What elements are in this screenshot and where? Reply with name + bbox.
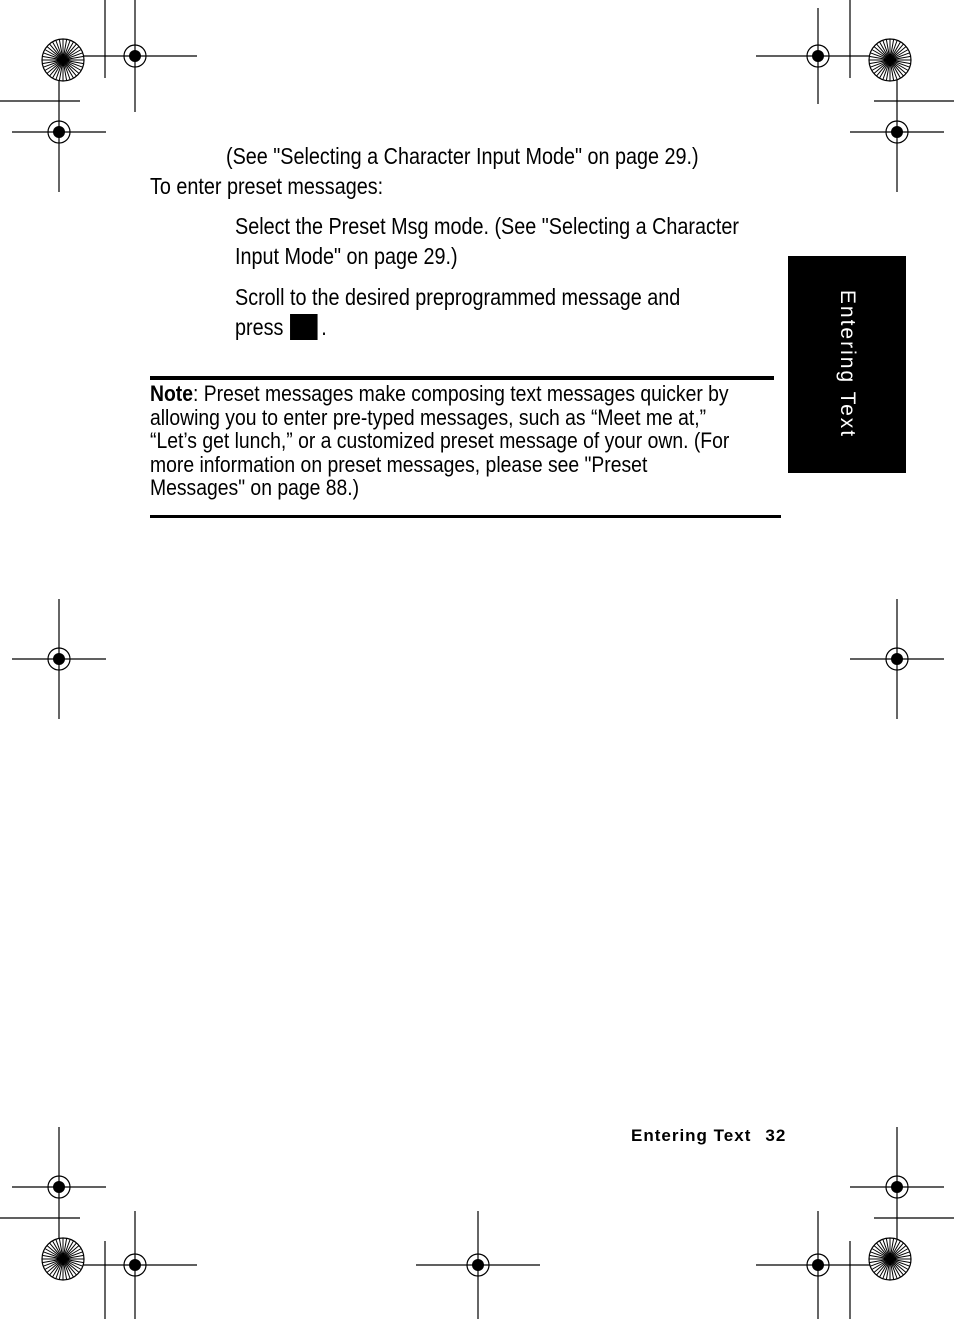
intro-line: To enter preset messages: xyxy=(150,173,384,199)
crosshair-dot xyxy=(53,1181,65,1193)
see-reference-line: (See "Selecting a Character Input Mode" on page 29.) xyxy=(226,143,699,169)
note-line-5: Messages" on page 88.) xyxy=(150,475,360,500)
crosshair-dot xyxy=(891,653,903,665)
crosshair-dot xyxy=(891,1181,903,1193)
step-1-line-2: Input Mode" on page 29.) xyxy=(235,243,458,269)
note-label: Note xyxy=(150,381,193,406)
crosshair-dot xyxy=(891,126,903,138)
page-footer xyxy=(631,1126,786,1146)
crosshair-dot xyxy=(53,653,65,665)
chapter-side-tab xyxy=(788,256,906,473)
step-2-line-1: Scroll to the desired preprogrammed message and xyxy=(235,284,681,310)
note-block xyxy=(150,382,874,500)
note-line-1: Note: Preset messages make composing text messages quicker by xyxy=(150,381,729,406)
crosshair-dot xyxy=(129,1259,141,1271)
step-1-line-1: Select the Preset Msg mode. (See "Selecting a Character xyxy=(235,213,739,239)
note-line-2: allowing you to enter pre-typed messages, such as “Meet me at,” xyxy=(150,404,707,430)
crosshair-dot xyxy=(812,50,824,62)
footer-section-title: Entering Text xyxy=(631,1126,752,1145)
crosshair-dot xyxy=(129,50,141,62)
chapter-side-tab-label: Entering Text xyxy=(836,289,859,439)
footer-page-number: 32 xyxy=(765,1126,787,1145)
note-bottom-rule xyxy=(150,515,781,518)
crosshair-dot xyxy=(812,1259,824,1271)
crosshair-dot xyxy=(53,126,65,138)
note-top-rule xyxy=(150,376,774,380)
step-1 xyxy=(235,211,821,271)
softkey-icon xyxy=(290,314,318,340)
step-2 xyxy=(235,282,753,342)
note-line-3: “Let’s get lunch,” or a customized preset message of your own. (For xyxy=(150,428,730,453)
crosshair-dot xyxy=(472,1259,484,1271)
step-2-line-2: press . xyxy=(235,314,327,340)
note-line-4: more information on preset messages, please see "Preset xyxy=(150,451,648,477)
